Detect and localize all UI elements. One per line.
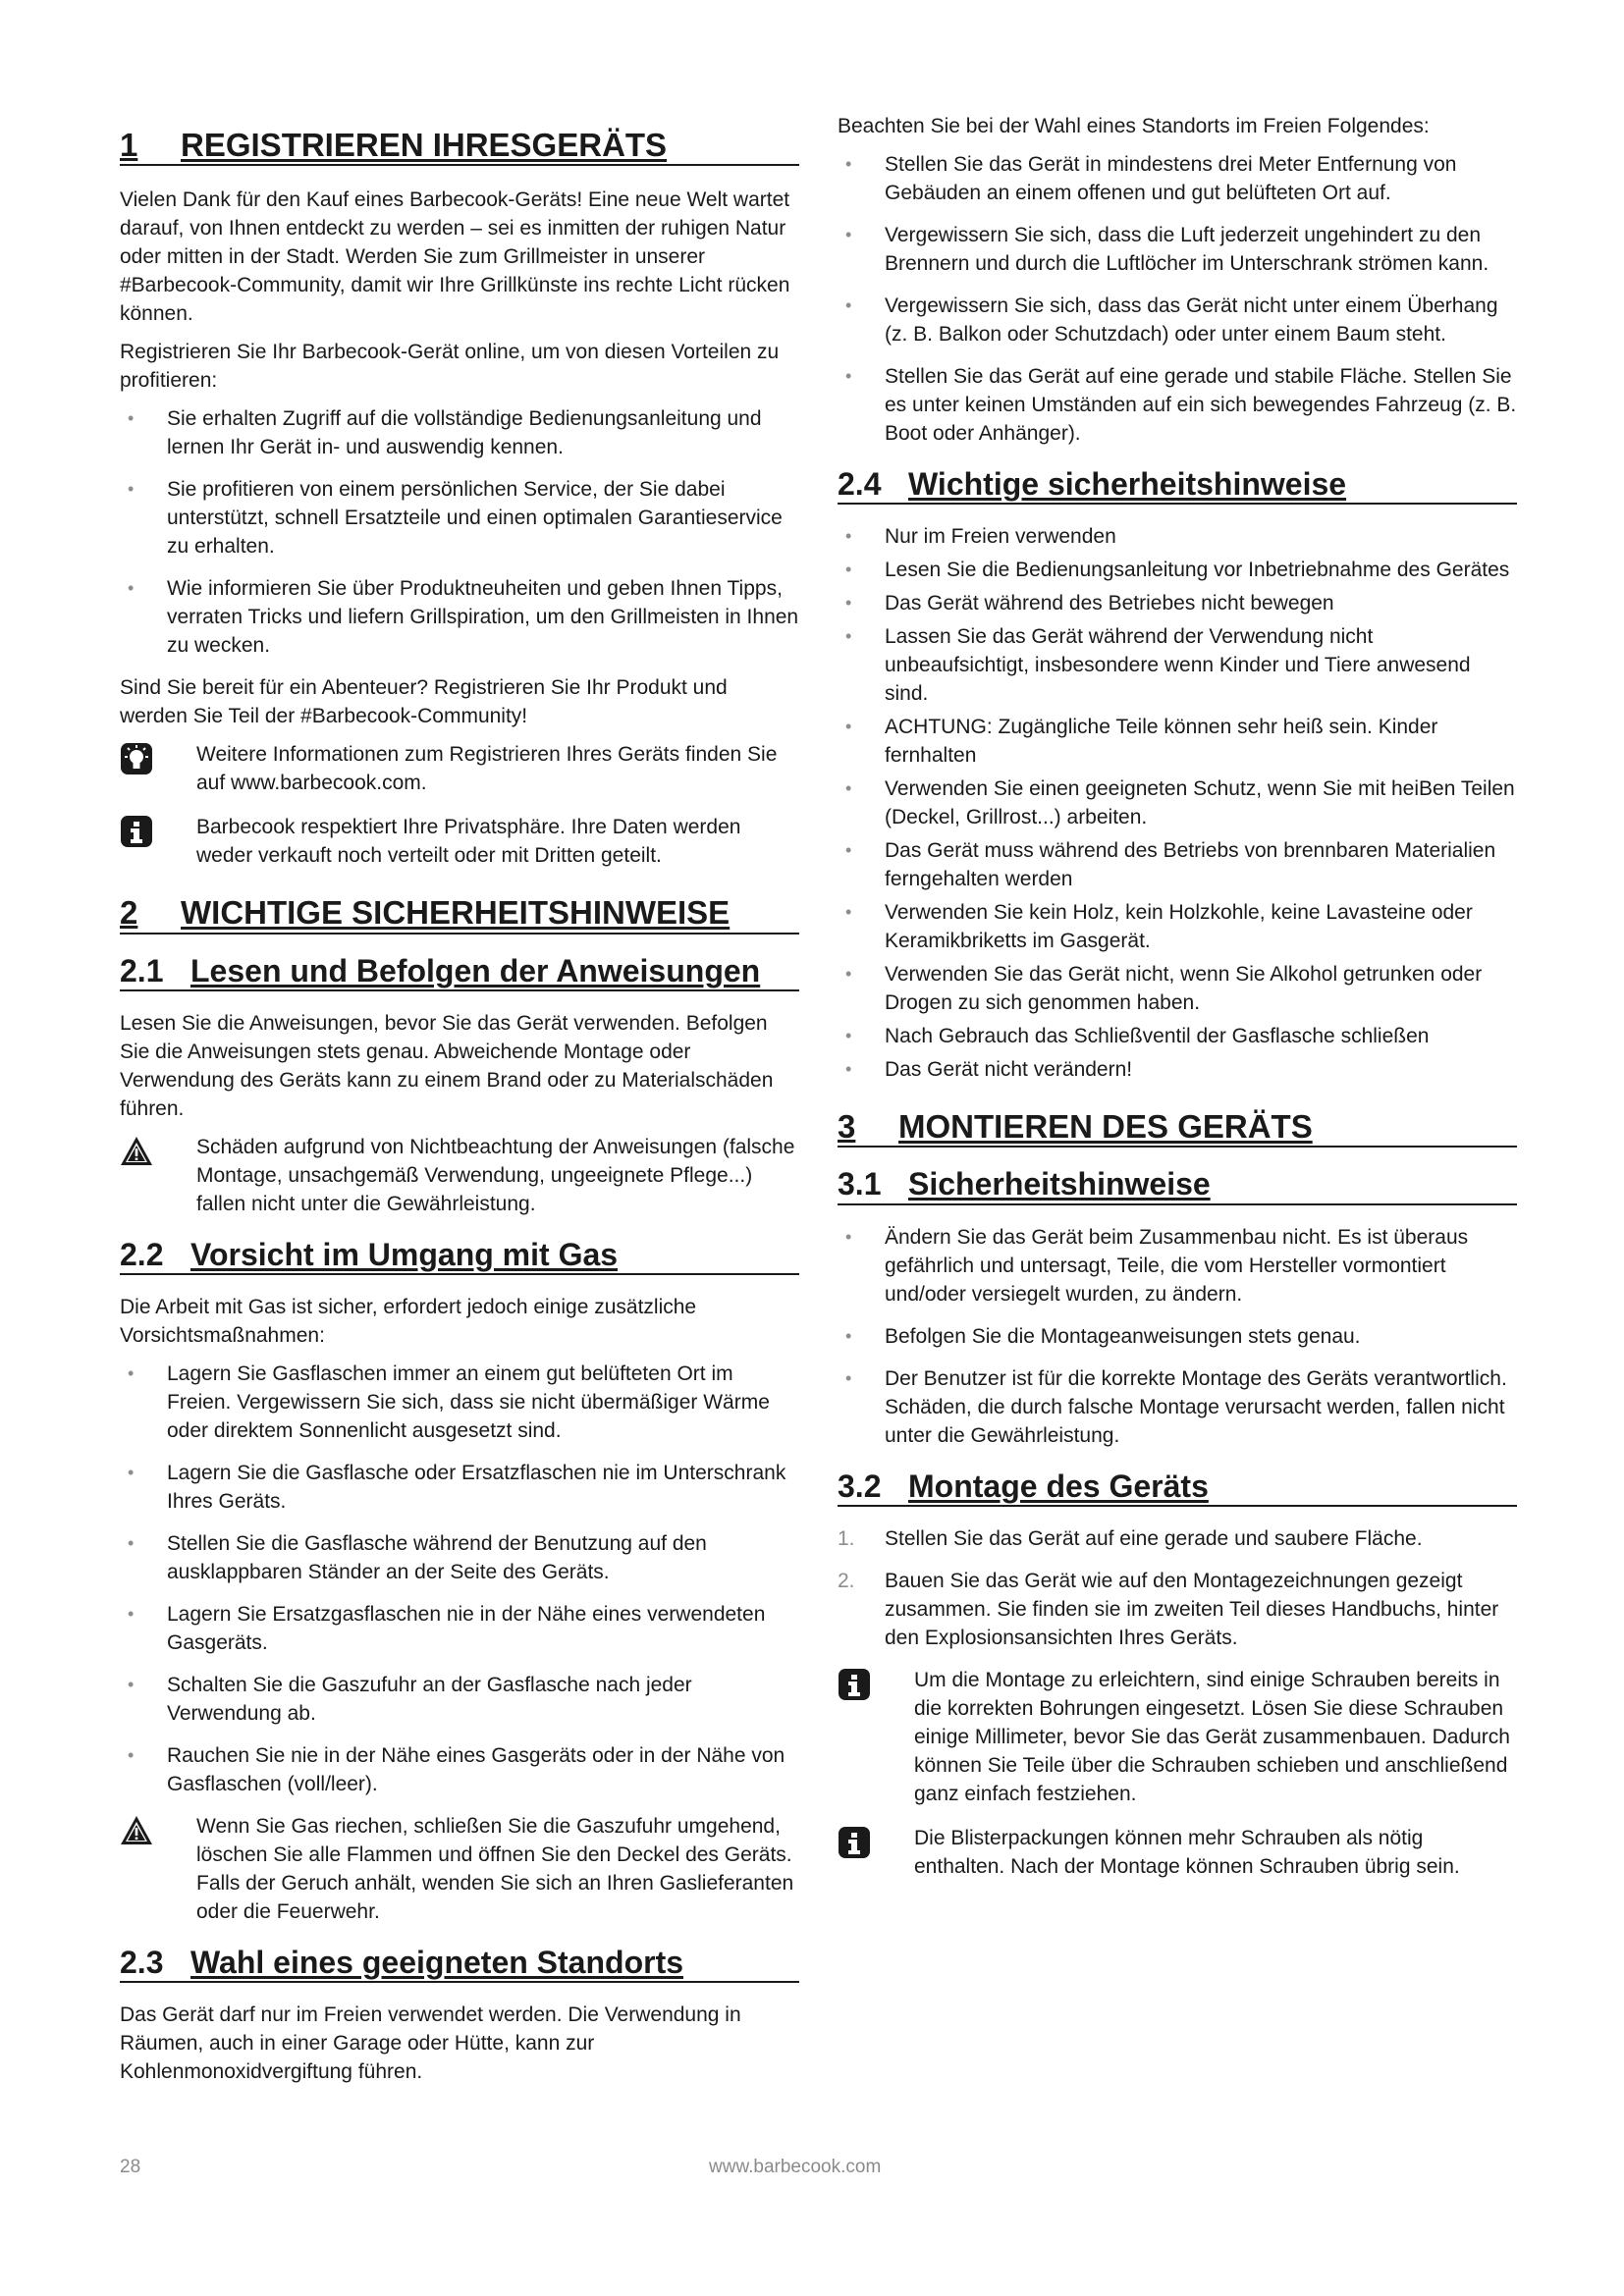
subsection-title: Sicherheitshinweise <box>908 1166 1211 1202</box>
subsection-number: 3.1 <box>838 1166 882 1202</box>
step-text: Stellen Sie das Gerät auf eine gerade und saubere Fläche. <box>885 1526 1423 1550</box>
note-text: Wenn Sie Gas riechen, schließen Sie die Gaszufuhr umgehend, löschen Sie alle Flammen und öffnen Sie den Deckel des Geräts. Falls der Geruch anhält, wenden Sie sich an Ihren Gaslieferanten oder die Feuerwehr. <box>196 1814 794 1923</box>
warning-icon <box>120 1135 153 1168</box>
list-item: • Nur im Freien verwenden <box>838 522 1517 551</box>
section-2-heading <box>120 895 799 934</box>
list-item: • Befolgen Sie die Montageanweisungen stets genau. <box>838 1322 1517 1351</box>
step-number: 2. <box>838 1569 855 1592</box>
list-item: • Lagern Sie Ersatzgasflaschen nie in der Nähe eines verwendeten Gasgeräts. <box>120 1600 799 1657</box>
tip-note <box>120 740 799 797</box>
paragraph: Registrieren Sie Ihr Barbecook-Gerät online, um von diesen Vorteilen zu profitieren: <box>120 341 780 393</box>
paragraph: Lesen Sie die Anweisungen, bevor Sie das Gerät verwenden. Befolgen Sie die Anweisungen stets genau. Abweichende Montage oder Verwendung des Geräts kann zu einem Brand oder zu Materialschäden führen. <box>120 1011 774 1120</box>
info-icon <box>838 1668 871 1701</box>
list-item: • Lagern Sie Gasflaschen immer an einem gut belüfteten Ort im Freien. Vergewissern Sie sich, dass sie nicht übermäßiger Wärme oder direktem Sonnenlicht ausgesetzt sind. <box>120 1360 799 1445</box>
subsection-title: Lesen und Befolgen der Anweisungen <box>190 952 761 988</box>
lightbulb-icon <box>120 742 153 775</box>
list-item: • Schalten Sie die Gaszufuhr an der Gasflasche nach jeder Verwendung ab. <box>120 1671 799 1728</box>
subsection-title: Montage des Geräts <box>908 1468 1209 1504</box>
list-item: • Verwenden Sie das Gerät nicht, wenn Sie Alkohol getrunken oder Drogen zu sich genommen haben. <box>838 960 1517 1017</box>
warning-note <box>120 1133 799 1218</box>
info-note <box>838 1666 1517 1808</box>
section-title: MONTIEREN DES GERÄTS <box>898 1108 1313 1146</box>
subsection-3-1-heading <box>838 1167 1517 1204</box>
list-item: • Das Gerät während des Betriebes nicht bewegen <box>838 589 1517 617</box>
subsection-title: Wahl eines geeigneten Standorts <box>190 1944 684 1980</box>
list-item: • Nach Gebrauch das Schließventil der Gasflasche schließen <box>838 1022 1517 1050</box>
paragraph: Die Arbeit mit Gas ist sicher, erfordert jedoch einige zusätzliche Vorsichtsmaßnahmen: <box>120 1295 697 1347</box>
subsection-2-4-heading <box>838 467 1517 505</box>
bullet-list <box>838 522 1517 1084</box>
info-icon <box>838 1826 871 1859</box>
footer-url[interactable]: www.barbecook.com <box>709 2157 882 2177</box>
subsection-2-3-heading <box>120 1946 799 1983</box>
section-number: 1 <box>120 127 138 163</box>
list-item: • Stellen Sie das Gerät in mindestens drei Meter Entfernung von Gebäuden an einem offenen und gut belüfteten Ort auf. <box>838 150 1517 207</box>
note-text: Die Blisterpackungen können mehr Schrauben als nötig enthalten. Nach der Montage können Schrauben übrig sein. <box>914 1826 1460 1878</box>
step-number: 1. <box>838 1526 855 1550</box>
paragraph: Das Gerät darf nur im Freien verwendet werden. Die Verwendung in Räumen, auch in einer Garage oder Hütte, kann zur Kohlenmonoxidvergiftung führen. <box>120 2003 741 2084</box>
list-item: • Verwenden Sie einen geeigneten Schutz, wenn Sie mit heiBen Teilen (Deckel, Grillrost...) arbeiten. <box>838 774 1517 831</box>
numbered-list <box>838 1524 1517 1652</box>
right-column <box>838 112 1517 1896</box>
subsection-title: Vorsicht im Umgang mit Gas <box>190 1236 619 1272</box>
list-item: • ACHTUNG: Zugängliche Teile können sehr heiß sein. Kinder fernhalten <box>838 713 1517 770</box>
list-item <box>838 1567 1517 1652</box>
section-number: 2 <box>120 894 138 932</box>
list-item: • Stellen Sie das Gerät auf eine gerade und stabile Fläche. Stellen Sie es unter keinen Umständen auf ein sich bewegendes Fahrzeug (z. B. Boot oder Anhänger). <box>838 362 1517 448</box>
bullet-list <box>838 1223 1517 1450</box>
section-1-heading <box>120 128 799 166</box>
list-item: • Stellen Sie die Gasflasche während der Benutzung auf den ausklappbaren Ständer an der Seite des Geräts. <box>120 1529 799 1586</box>
subsection-2-2-heading <box>120 1238 799 1275</box>
list-item: • Rauchen Sie nie in der Nähe eines Gasgeräts oder in der Nähe von Gasflaschen (voll/leer). <box>120 1741 799 1798</box>
list-item: • Wie informieren Sie über Produktneuheiten und geben Ihnen Tipps, verraten Tricks und liefern Grillspiration, um den Grillmeisten in Ihnen zu wecken. <box>120 574 799 660</box>
list-item: • Vergewissern Sie sich, dass die Luft jederzeit ungehindert zu den Brennern und durch die Luftlöcher im Unterschrank strömen kann. <box>838 221 1517 278</box>
note-text: Barbecook respektiert Ihre Privatsphäre. Ihre Daten werden weder verkauft noch verteilt oder mit Dritten geteilt. <box>196 816 741 868</box>
subsection-number: 2.2 <box>120 1236 164 1272</box>
info-note <box>120 813 799 870</box>
subsection-number: 2.4 <box>838 466 882 502</box>
paragraph: Vielen Dank für den Kauf eines Barbecook-Geräts! Eine neue Welt wartet darauf, von Ihnen entdeckt zu werden – sei es inmitten der ruhigen Natur oder mitten in der Stadt. Werden Sie zum Grillmeister in unserer #Barbecook-Community, damit wir Ihre Grillkünste ins rechte Licht rücken können. <box>120 188 790 326</box>
section-number: 3 <box>838 1108 856 1146</box>
list-item: • Das Gerät nicht verändern! <box>838 1055 1517 1084</box>
info-icon <box>120 815 153 848</box>
list-item: • Der Benutzer ist für die korrekte Montage des Geräts verantwortlich. Schäden, die durch falsche Montage verursacht werden, fallen nicht unter die Gewährleistung. <box>838 1364 1517 1450</box>
subsection-number: 3.2 <box>838 1468 882 1504</box>
list-item <box>838 1524 1517 1553</box>
subsection-3-2-heading <box>838 1469 1517 1507</box>
page-number: 28 <box>120 2157 141 2177</box>
list-item: • Sie profitieren von einem persönlichen Service, der Sie dabei unterstützt, schnell Ersatzteile und einen optimalen Garantieservice zu erhalten. <box>120 475 799 561</box>
bullet-list <box>838 150 1517 448</box>
subsection-number: 2.3 <box>120 1944 164 1980</box>
bullet-list <box>120 404 799 660</box>
list-item: • Lagern Sie die Gasflasche oder Ersatzflaschen nie im Unterschrank Ihres Geräts. <box>120 1459 799 1516</box>
list-item: • Vergewissern Sie sich, dass das Gerät nicht unter einem Überhang (z. B. Balkon oder Schutzdach) oder unter einem Baum steht. <box>838 292 1517 348</box>
section-title: WICHTIGE SICHERHEITSHINWEISE <box>181 894 731 932</box>
section-3-heading <box>838 1109 1517 1148</box>
note-text: Um die Montage zu erleichtern, sind einige Schrauben bereits in die korrekten Bohrungen eingesetzt. Lösen Sie diese Schrauben einige Millimeter, bevor Sie das Gerät zusammenbauen. Dadurch können Sie Teile über die Schrauben schieben und anschließend ganz einfach festziehen. <box>914 1668 1510 1805</box>
list-item: • Verwenden Sie kein Holz, kein Holzkohle, keine Lavasteine oder Keramikbriketts im Gasgerät. <box>838 898 1517 955</box>
info-note <box>838 1824 1517 1881</box>
subsection-number: 2.1 <box>120 952 164 988</box>
subsection-title: Wichtige sicherheitshinweise <box>908 466 1347 502</box>
section-title: REGISTRIEREN IHRESGERÄTS <box>181 127 668 163</box>
note-text: Schäden aufgrund von Nichtbeachtung der Anweisungen (falsche Montage, unsachgemäß Verwendung, ungeeignete Pflege...) fallen nicht unter die Gewährleistung. <box>196 1135 795 1215</box>
list-item: • Das Gerät muss während des Betriebs von brennbaren Materialien ferngehalten werden <box>838 836 1517 893</box>
paragraph: Beachten Sie bei der Wahl eines Standorts im Freien Folgendes: <box>838 115 1430 137</box>
step-text: Bauen Sie das Gerät wie auf den Montagezeichnungen gezeigt zusammen. Sie finden sie im zweiten Teil dieses Handbuchs, hinter den Explosionsansichten Ihres Geräts. <box>885 1569 1499 1649</box>
left-column <box>120 110 799 2096</box>
list-item: • Sie erhalten Zugriff auf die vollständige Bedienungsanleitung und lernen Ihr Gerät in- und auswendig kennen. <box>120 404 799 461</box>
list-item: • Lassen Sie das Gerät während der Verwendung nicht unbeaufsichtigt, insbesondere wenn Kinder und Tiere anwesend sind. <box>838 622 1517 708</box>
bullet-list <box>120 1360 799 1798</box>
list-item: • Lesen Sie die Bedienungsanleitung vor Inbetriebnahme des Gerätes <box>838 556 1517 584</box>
warning-icon <box>120 1814 153 1847</box>
subsection-2-1-heading <box>120 954 799 991</box>
list-item: • Ändern Sie das Gerät beim Zusammenbau nicht. Es ist überaus gefährlich und untersagt, Teile, die vom Hersteller vormontiert und/oder versiegelt wurden, zu ändern. <box>838 1223 1517 1308</box>
warning-note <box>120 1812 799 1926</box>
paragraph: Sind Sie bereit für ein Abenteuer? Registrieren Sie Ihr Produkt und werden Sie Teil der #Barbecook-Community! <box>120 676 728 728</box>
note-text: Weitere Informationen zum Registrieren Ihres Geräts finden Sie auf www.barbecook.com. <box>196 743 778 795</box>
